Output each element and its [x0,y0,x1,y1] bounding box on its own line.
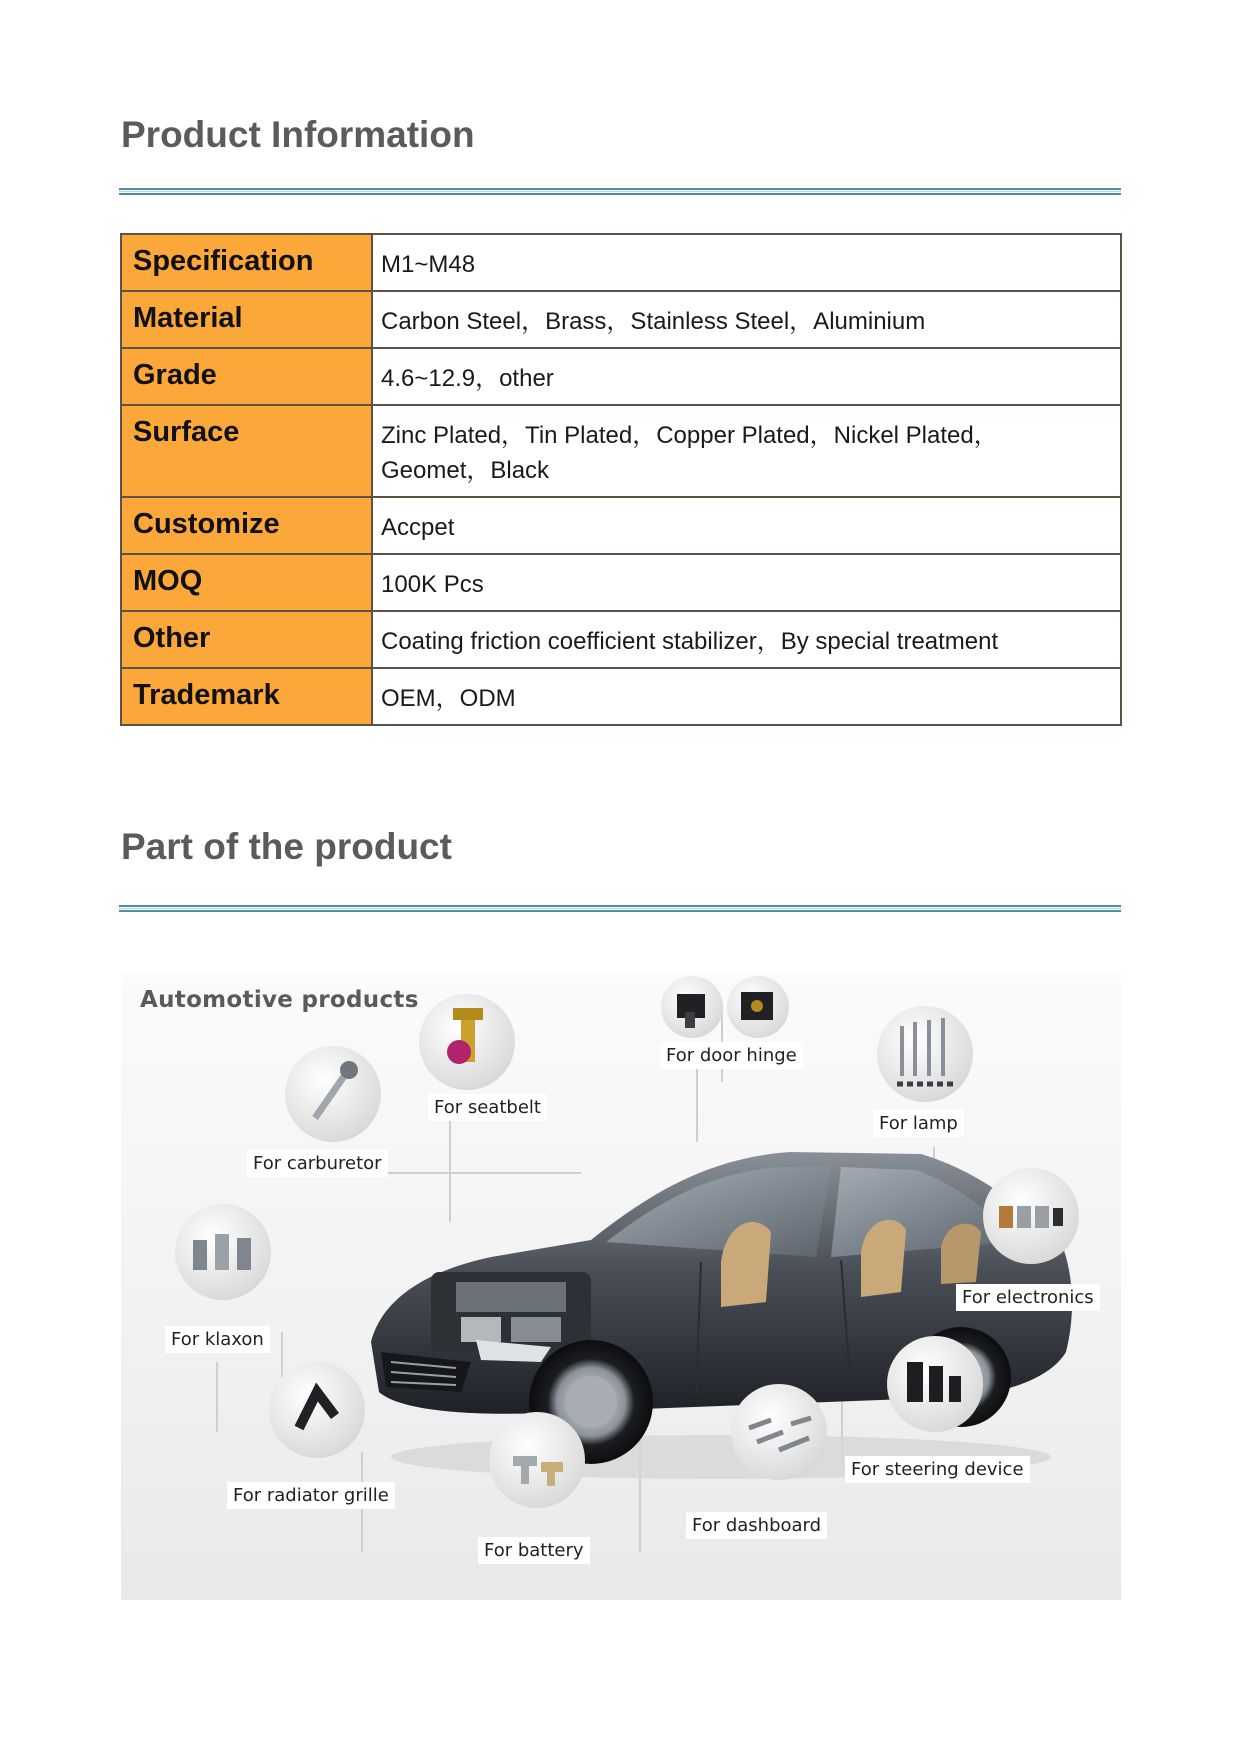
dashboard-screws-photo [731,1384,827,1480]
spec-value: Carbon Steel，Brass，Stainless Steel，Aluminium [372,291,1121,348]
door-hinge-photo-2 [727,976,789,1038]
label-lamp: For lamp [873,1110,964,1137]
table-row [121,554,1121,611]
seatbelt-bolt-photo [419,994,515,1090]
spec-key: Specification [121,234,372,291]
connector-line [216,1362,218,1432]
spec-value: Zinc Plated，Tin Plated，Copper Plated，Nickel Plated，Geomet，Black [372,405,1121,497]
spec-key: Customize [121,497,372,554]
spec-key: Trademark [121,668,372,725]
hinge-icon [727,976,789,1038]
label-klaxon: For klaxon [165,1326,270,1353]
screw-icon [285,1046,381,1142]
title-divider [119,905,1121,912]
hinge-icon [661,976,723,1038]
label-carburetor: For carburetor [247,1150,388,1177]
table-row [121,348,1121,405]
bolt-icon [887,1336,983,1432]
clip-icon [269,1362,365,1458]
bolt-icon [419,994,515,1090]
table-row [121,405,1121,497]
radiator-grille-clip-photo [269,1362,365,1458]
spec-value: Accpet [372,497,1121,554]
spec-value: Coating friction coefficient stabilizer，By special treatment [372,611,1121,668]
bolt-icon [489,1412,585,1508]
spec-value: 100K Pcs [372,554,1121,611]
spec-table [120,233,1122,726]
label-seatbelt: For seatbelt [428,1094,547,1121]
table-row [121,234,1121,291]
electronics-screws-photo [983,1168,1079,1264]
label-dashboard: For dashboard [686,1512,827,1539]
banner-title: Automotive products [140,987,419,1013]
label-electronics: For electronics [956,1284,1100,1311]
automotive-products-banner [121,972,1121,1600]
label-radiator-grille: For radiator grille [227,1482,395,1509]
spec-key: Material [121,291,372,348]
spec-key: MOQ [121,554,372,611]
label-door-hinge: For door hinge [660,1042,803,1069]
spec-value: OEM，ODM [372,668,1121,725]
title-divider [119,188,1121,195]
lamp-screws-photo [877,1006,973,1102]
spec-value: 4.6~12.9，other [372,348,1121,405]
label-battery: For battery [478,1537,590,1564]
table-row [121,668,1121,725]
spec-key: Other [121,611,372,668]
label-steering-device: For steering device [845,1456,1030,1483]
steering-bolts-photo [887,1336,983,1432]
table-row [121,291,1121,348]
table-row [121,611,1121,668]
spec-value: M1~M48 [372,234,1121,291]
door-hinge-photo-1 [661,976,723,1038]
carburetor-screw-photo [285,1046,381,1142]
table-row [121,497,1121,554]
screw-icon [877,1006,973,1102]
spec-key: Grade [121,348,372,405]
part-of-product-title: Part of the product [121,826,452,867]
screw-icon [731,1384,827,1480]
screw-icon [983,1168,1079,1264]
product-info-title: Product Information [121,114,475,155]
klaxon-bolts-photo [175,1204,271,1300]
battery-bolts-photo [489,1412,585,1508]
bolt-icon [175,1204,271,1300]
spec-key: Surface [121,405,372,497]
